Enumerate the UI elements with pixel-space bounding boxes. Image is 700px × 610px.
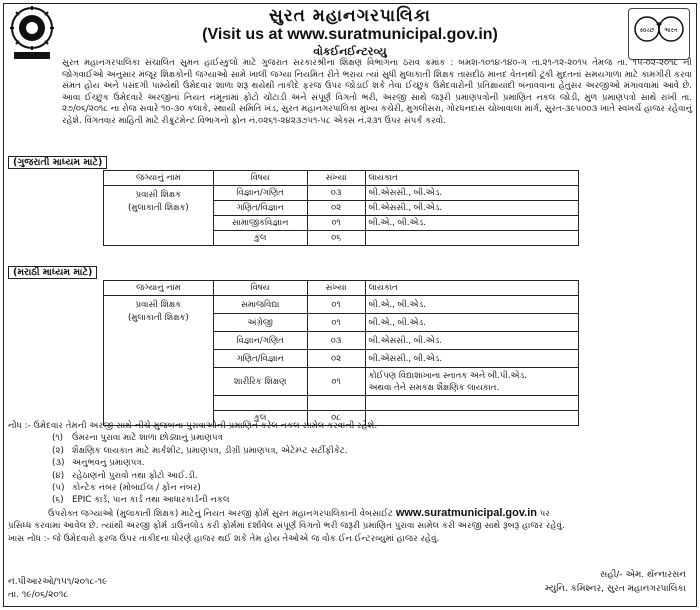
post-name-sub: (મુલાકાતી શિક્ષક) [128,203,189,213]
subject-cell: અંગ્રેજી [213,314,307,332]
form-info-continued: પ્રસિધ્ધ કરવામાં આવેલ છે. ત્યાંથી અરજી ફોર્મ ડાઉનલોડ કરી ફોર્મમાં દર્શાવેલ સંપૂર્ણ વિગતો ભરી જરૂરી પ્રમાણિત પુરાવા સામેલ કરી અરજી સાથે રૂબરૂ હાજર રહેવું. [8,521,565,532]
subject-cell: ગણિત/વિજ્ઞાન [213,350,307,368]
subject-cell: સમાજવિદ્યા [213,296,307,314]
subject-cell: શારીરિક શિક્ષણ [213,368,307,396]
post-name: પ્રવાસી શિક્ષક [135,190,182,200]
gujarati-vacancy-table [103,170,579,246]
subject-cell: સામાજીકવિજ્ઞાન [213,216,307,231]
header-subject: વિષય [213,281,307,296]
subject-cell: વિજ્ઞાન/ગણિત [213,332,307,350]
count-cell: ૦૩ [307,186,365,201]
post-name-sub: (મુલાકાતી શિક્ષક) [128,313,189,323]
note-text: EPIC કાર્ડ, પાન કાર્ડ તથા આધારકાર્ડની નકલ [72,495,230,506]
notice-date: તા. ૧૯/૦૬/૨૦૧૮ [8,590,69,600]
post-name-cell [104,186,214,246]
post-name: પ્રવાસી શિક્ષક [135,300,182,310]
page-title: સુરત મહાનગરપાલિકા [269,6,431,26]
intro-paragraph: સુરત મહાનગરપાલિકા સંચાલિત સુમન હાઈસ્કુલો માટે ગુજરાત સરકારશ્રીના શિક્ષણ વિભાગના ઠરાવ ક્રમાંક : બમશ-૧૦૧૪-૧૪૦-ગ તા.૨૧-૧૨-૨૦૧૫ તેમજ તા. ૧૫-૦૨-૨૦૧૮ ની જોગવાઈઓ અનુસાર મંજૂર શિક્ષકોની જગ્યાઓ સામે ખાલી જગ્યા નિયમિત રીતે ભરાય ત્યાં સુધી મુલાકાતી શિક્ષક તાસદીઠ માનદ વેતનથી ટૂંકી મુદતનાં સમયગાળા માટે કામગીરી કરવા સંમત હોય અને પસંદગી પામ્યેથી ઉમેદવાર શાળા શરૂ થયેથી તાકીદે ફરજ ઉપર જોડાઈ શકે તેવા ઈચ્છુક ઉમેદવારોની પ્રતિક્ષાયાદી બનાવવાના હેતુસર અરજીઓ મંગાવવામાં આવે છે. આવા ઈચ્છુક ઉમેદવારે અરજીનાં નિયત નમૂનામાં ફોટો ચોંટાડી અને સંપૂર્ણ વિગતો ભરી, અરજી સાથે જરૂરી પ્રમાણપત્રોની પ્રમાણિત નકલ જોડી, મુળ પ્રમાણપત્રો સાથે રાખી તા. ૨૭/૦૬/૨૦૧૮ ના રોજ સવારે ૧૦-૩૦ કલાકે, સ્થાયી સમિતિ ખંડ, સુરત મહાનગરપાલિકા મુખ્ય કચેરી, મુગલીસરા, ગોરધનદાસ ચોખાવાલા માર્ગ, સુરત-૩૯૫૦૦૩ ખાતે સ્વખર્ચે હાજર રહેવાનું રહેશે. વિગતવાર માહિતી માટે રીક્રુટમેન્ટ વિભાગનો ફોન નં.૦૨૬૧-૨૪૨૩૭૫૧-૫૮ એક્સ નં.૨૩૧ ઉપર સંપર્ક કરવો. [62,58,692,126]
qualification-cell: બી.એસસી., બી.એડ. [365,201,578,216]
note-text: ઉંમરના પુરાવા માટે શાળા છોડ્યાનું પ્રમાણપત્ર [72,433,223,444]
marathi-vacancy-table [103,280,579,426]
count-cell: ૦૧ [307,368,365,396]
count-cell: ૦૩ [307,332,365,350]
list-item [8,445,696,457]
website-link[interactable]: www.suratmunicipal.gov.in [395,506,537,519]
note-text: શૈક્ષણિક લાયકાત માટે માર્કશીટ, પ્રમાણપત્ર, ડીગ્રી પ્રમાણપત્ર, એટેમ્પ્ટ સર્ટીફીકેટ. [72,445,348,456]
signature-name: સહી/- એમ. થૅન્નારસન [600,570,686,580]
header-qualification: લાયકાત [365,281,579,296]
note-number: (૪) [52,470,65,481]
list-item [8,482,696,494]
qualification-cell: બી.એ., બી.એડ. [365,296,579,314]
table-header-row [104,171,579,186]
form-info-paragraph [8,507,696,520]
subject-cell: વિજ્ઞાન/ગણિત [213,186,307,201]
subtitle: વોકઈનઈન્ટરવ્યુ [313,45,387,58]
website-line[interactable]: (Visit us at www.suratmunicipal.gov.in) [202,26,498,43]
list-item [8,470,696,482]
header-subject: વિષય [213,171,307,186]
note-text: રહેઠાણનો પુરાવો તથા ફોટો આઈ.ડી. [72,470,198,481]
qualification-line: અથવા તેને સમકક્ષ શૈક્ષણિક લાયકાત. [368,382,500,393]
list-item [8,457,696,469]
list-item [8,432,696,444]
subject-cell: ગણિત/વિજ્ઞાન [213,201,307,216]
note-number: (૧) [52,433,64,444]
header-count: સંખ્યા [307,281,365,296]
special-note: ખાસ નોંધ :- જે ઉમેદવારો ફરજ ઉપર તાકીદના ધોરણે હાજર થઈ શકે તેમ હોય તેઓએ જ વોક ઈન ઈન્ટરવ્યુમાં હાજર રહેવું. [8,533,440,544]
note-number: (૫) [52,483,65,494]
total-label: કુલ [213,411,307,426]
note-text: અનુભવનું પ્રમાણપત્ર. [72,458,145,469]
note-number: (૨) [52,445,64,456]
header-post: જગ્યાનું નામ [104,281,214,296]
table-row [104,296,579,314]
header-count: સંખ્યા [307,171,365,186]
header-post: જગ્યાનું નામ [104,171,214,186]
qualification-cell [365,368,579,396]
reference-number: નં.પીઆરઓ/૧૫૧/૨૦૧૮-૧૯ [8,577,108,587]
post-name-cell [104,296,214,426]
section-label-marathi: (મરાઠી માધ્યમ માટે) [8,266,97,279]
logo-text-right: ભારત [664,27,678,34]
note-text: કોન્ટેક નંબર (મોબાઈલ / ફોન નંબર) [72,483,201,494]
note-number: (૬) [52,495,64,506]
qualification-line: કોઈપણ વિદ્યાશાખાના સ્નાતક અને બી.પી.એડ. [368,370,527,381]
qualification-cell: બી.એસસી., બી.એડ. [365,332,579,350]
total-count: ૦૬ [307,231,365,246]
notes-lead: નોંધ :- ઉમેદવાર તેમની અરજી સાથે નીચે મુજબના પુરાવાઓની પ્રમાણિત કરેલ નકલ સામેલ કરવાની રહેશે. [8,421,378,431]
header-qualification: લાયકાત [365,171,578,186]
count-cell: ૦૧ [307,216,365,231]
count-cell: ૦૧ [307,296,365,314]
table-row [104,186,579,201]
signature-designation: મ્યુનિ. કમિશ્નર, સુરત મહાનગરપાલિકા [544,584,686,594]
total-count: ૦૮ [307,411,365,426]
list-item [8,494,696,506]
qualification-cell: બી.એસસી., બી.એડ. [365,186,578,201]
form-info-text: ઉપરોક્ત જગ્યાઓ (મુલાકાતી શિક્ષક) માટેનું નિયત અરજી ફોર્મ સુરત મહાનગરપાલિકાની વેબસાઈટ [48,508,394,519]
note-number: (૩) [52,458,65,469]
qualification-cell: બી.એસસી., બી.એડ. [365,350,579,368]
notes-section [8,420,696,545]
qualification-cell: બી.એ., બી.એડ. [365,216,578,231]
table-header-row [104,281,579,296]
count-cell: ૦૧ [307,314,365,332]
form-info-text-end: પર [539,508,550,519]
section-label-gujarati: (ગુજરાતી માધ્યમ માટે) [8,156,107,169]
qualification-cell: બી.એ., બી.એડ. [365,314,579,332]
count-cell: ૦૨ [307,201,365,216]
count-cell: ૦૨ [307,350,365,368]
total-label: કુલ [213,231,307,246]
logo-text-left: સ્વચ્છ [639,27,655,34]
